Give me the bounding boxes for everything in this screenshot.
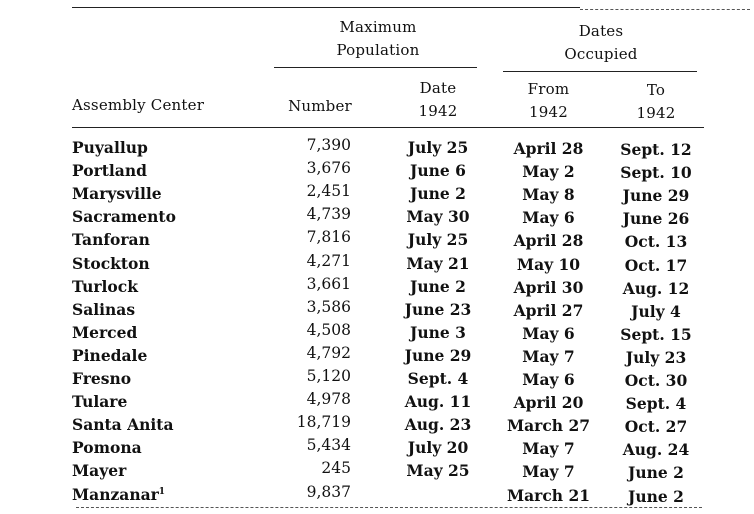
occupied-to-date: Sept. 12 [620, 140, 692, 159]
max-population-date: July 20 [407, 438, 469, 458]
assembly-center-name [72, 157, 147, 180]
max-population-header [278, 16, 478, 62]
max-population-date: July 25 [407, 230, 469, 250]
center-label: Marysville [72, 184, 162, 204]
max-population-date: Aug. 11 [404, 392, 472, 412]
occupied-to-date: Aug. 24 [622, 440, 690, 460]
max-population-date: June 2 [410, 184, 466, 204]
max-population-date: June 6 [410, 161, 466, 181]
from-header [500, 78, 597, 124]
occupied-to-date: July 23 [625, 347, 687, 367]
occupied-to-date: Aug. 12 [622, 278, 690, 298]
population-number: 5,120 [306, 367, 351, 385]
assembly-center-name [72, 434, 142, 457]
assembly-center-name [72, 457, 126, 480]
footnote-marker: 1 [158, 486, 166, 497]
dates-occupied-line1: Dates [578, 22, 624, 40]
population-number: 3,586 [306, 297, 351, 316]
max-population-line2: Population [336, 41, 420, 59]
dates-occupied-line2: Occupied [564, 45, 638, 63]
to-header-line2: 1942 [636, 104, 676, 122]
max-population-date: May 25 [406, 461, 470, 481]
occupied-from-date: May 7 [522, 462, 575, 482]
population-number: 4,739 [306, 205, 351, 224]
from-header-line2: 1942 [529, 103, 568, 121]
center-label: Tanforan [72, 230, 150, 250]
population-number: 5,434 [306, 436, 351, 455]
population-number: 4,271 [306, 251, 351, 270]
max-population-rule [274, 67, 477, 68]
max-population-date: May 30 [406, 207, 470, 227]
from-header-line1: From [527, 80, 570, 98]
occupied-to-date: Oct. 27 [624, 417, 688, 437]
occupied-from-date: March 21 [506, 485, 591, 505]
occupied-to-date: Sept. 10 [620, 163, 692, 183]
max-population-date: June 29 [404, 345, 472, 365]
occupied-to-date: Oct. 17 [624, 255, 688, 275]
occupied-from-date: March 27 [506, 416, 591, 436]
occupied-from-date: May 8 [522, 185, 575, 205]
date-header-line1: Date [419, 79, 457, 97]
to-header-line1: To [646, 81, 666, 99]
assembly-center-name [72, 342, 147, 365]
assembly-center-name [72, 296, 135, 319]
max-population-date: July 25 [407, 138, 469, 157]
header-bottom-rule [72, 127, 704, 128]
occupied-from-date: May 7 [522, 439, 575, 459]
table-top-rule [72, 7, 580, 8]
max-population-line1: Maximum [339, 18, 417, 36]
occupied-from-date: April 28 [513, 231, 584, 251]
population-number: 7,816 [306, 228, 351, 247]
max-population-date: Aug. 23 [404, 415, 472, 435]
occupied-to-date: Oct. 13 [624, 232, 688, 252]
occupied-from-date: May 6 [522, 370, 575, 389]
center-label: Salinas [72, 299, 136, 319]
population-number: 7,390 [306, 136, 351, 154]
occupied-from-date: May 2 [522, 162, 575, 182]
center-label: Fresno [72, 369, 132, 388]
occupied-to-date: June 29 [622, 186, 690, 206]
population-number: 3,661 [306, 274, 351, 293]
center-label: Mayer [72, 461, 127, 481]
assembly-center-name [72, 411, 174, 434]
occupied-from-date: May 6 [522, 208, 575, 228]
center-label: Puyallup [72, 138, 148, 157]
occupied-to-date: Sept. 15 [620, 324, 692, 344]
occupied-to-date: Sept. 4 [625, 394, 687, 414]
assembly-center-name [72, 203, 176, 226]
occupied-to-date: June 2 [628, 463, 684, 483]
population-number: 3,676 [306, 159, 351, 178]
assembly-center-header: Assembly Center [72, 96, 205, 114]
center-label: Turlock [72, 276, 138, 296]
max-population-date: June 3 [410, 322, 466, 342]
population-number: 4,978 [306, 390, 351, 409]
center-label: Pinedale [72, 345, 148, 365]
population-number: 9,837 [306, 482, 351, 501]
center-label: Manzanar [72, 484, 159, 504]
population-number: 245 [321, 459, 351, 478]
dates-occupied-header [500, 20, 702, 66]
occupied-from-date: May 6 [522, 323, 575, 343]
population-number: 4,792 [306, 343, 351, 362]
occupied-to-date: June 2 [628, 486, 684, 506]
center-label: Santa Anita [72, 415, 174, 435]
date-header-line2: 1942 [418, 102, 458, 120]
center-label: Sacramento [72, 207, 176, 227]
center-label: Pomona [72, 438, 142, 458]
center-label: Tulare [72, 392, 128, 412]
top-dashed-edge [580, 9, 750, 10]
to-header [610, 79, 702, 125]
assembly-center-name [72, 319, 137, 342]
occupied-to-date: July 4 [631, 301, 681, 321]
date-header [392, 77, 484, 123]
dates-occupied-rule [503, 71, 697, 72]
max-population-date [392, 483, 484, 506]
assembly-center-name [72, 365, 131, 388]
center-label: Portland [72, 161, 147, 181]
max-population-date: June 2 [410, 276, 466, 296]
assembly-center-name [72, 250, 150, 273]
assembly-center-name [72, 180, 162, 203]
occupied-from-date: April 28 [513, 139, 584, 158]
number-header: Number [288, 97, 352, 115]
bottom-dashed-edge [76, 507, 702, 508]
max-population-date: May 21 [406, 253, 470, 273]
center-label: Merced [72, 322, 138, 342]
population-number: 2,451 [306, 182, 351, 201]
occupied-to-date: June 26 [622, 209, 690, 229]
occupied-from-date: May 7 [522, 346, 575, 366]
occupied-from-date: April 27 [513, 300, 584, 320]
max-population-date: Sept. 4 [407, 369, 469, 388]
assembly-center-name [72, 481, 165, 504]
population-number: 18,719 [296, 413, 351, 432]
assembly-center-name [72, 226, 150, 249]
assembly-center-name [72, 134, 148, 157]
occupied-from-date: April 30 [513, 277, 584, 297]
population-number: 4,508 [306, 320, 351, 339]
max-population-date: June 23 [404, 299, 472, 319]
occupied-from-date: April 20 [513, 393, 584, 413]
occupied-from-date: May 10 [516, 254, 581, 274]
assembly-center-name [72, 273, 138, 296]
center-label: Stockton [72, 253, 150, 273]
occupied-to-date: Oct. 30 [624, 371, 688, 390]
assembly-center-name [72, 388, 127, 411]
